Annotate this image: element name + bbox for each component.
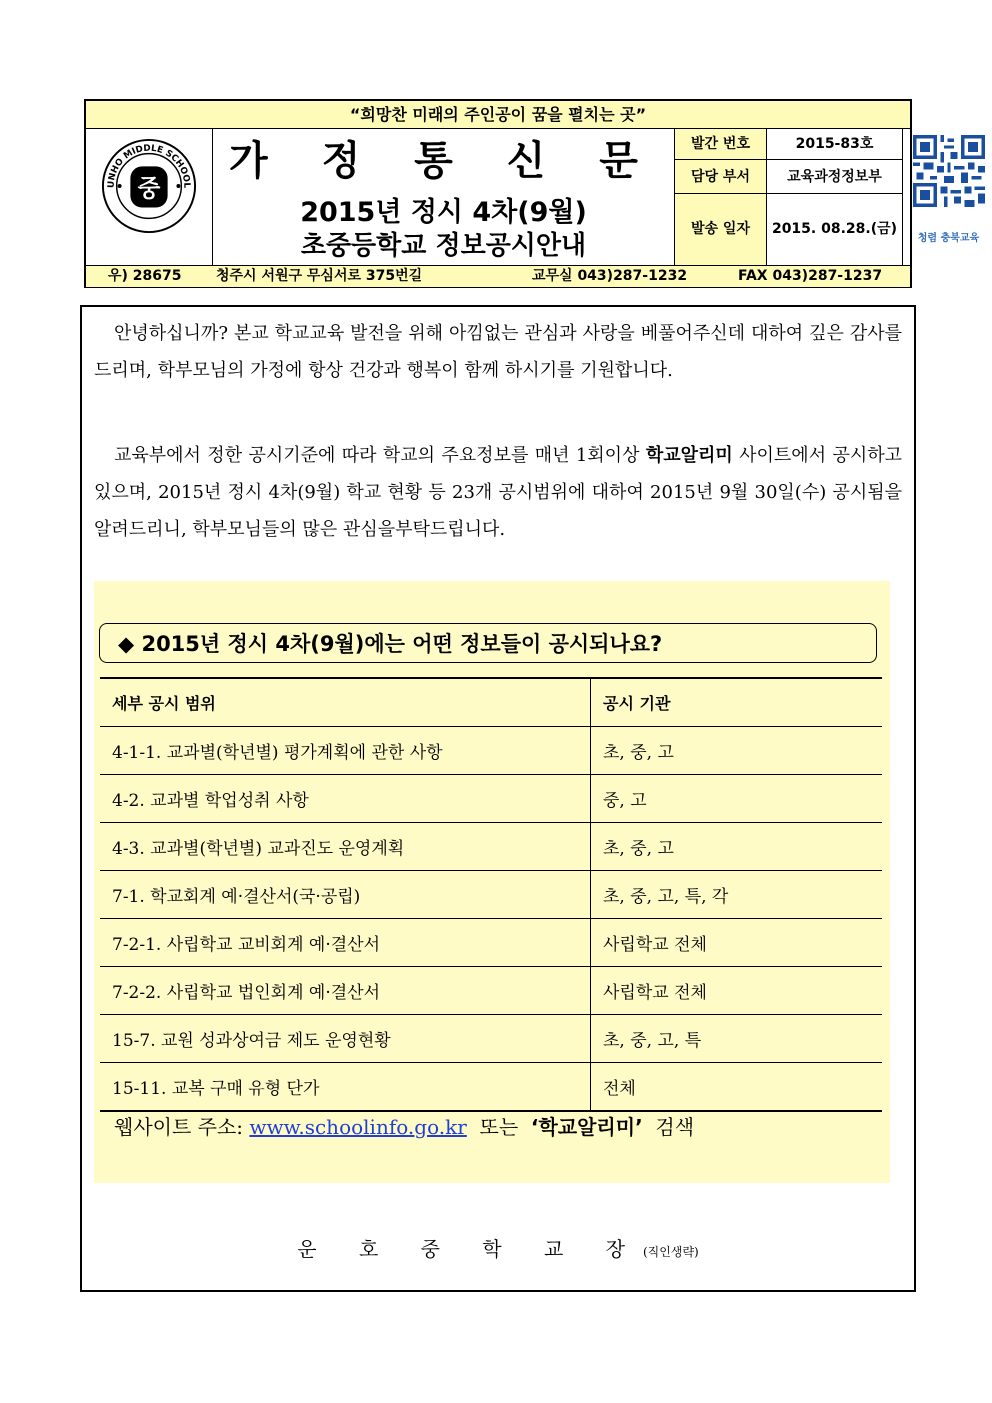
department-label: 담당 부서 xyxy=(675,160,767,194)
department-value: 교육과정정보부 xyxy=(767,160,903,194)
website-prefix: 웹사이트 주소: xyxy=(114,1115,250,1139)
notice-heading-text: ◆ 2015년 정시 4차(9월)에는 어떤 정보들이 공시되나요? xyxy=(118,632,663,656)
issue-number-value: 2015-83호 xyxy=(767,129,903,160)
table-row xyxy=(100,1015,882,1063)
title-cell xyxy=(213,129,675,265)
institution-cell: 사립학교 전체 xyxy=(591,919,883,967)
column-header-scope: 세부 공시 범위 xyxy=(100,678,591,727)
school-info-site-name: 학교알리미 xyxy=(645,445,733,466)
scope-cell: 15-7. 교원 성과상여금 제도 운영현황 xyxy=(100,1015,591,1063)
school-slogan: “희망찬 미래의 주인공이 꿈을 펼치는 곳” xyxy=(86,101,910,129)
institution-cell: 초, 중, 고 xyxy=(591,823,883,871)
table-row xyxy=(100,775,882,823)
contact-bar xyxy=(86,265,910,287)
website-suffix: 검색 xyxy=(642,1115,695,1139)
qr-cell xyxy=(903,129,992,265)
table-row xyxy=(100,727,882,775)
send-date-label: 발송 일자 xyxy=(675,194,767,265)
greeting-paragraph: 안녕하십니까? 본교 학교교육 발전을 위해 아낌없는 관심과 사랑을 베풀어주신데 대하여 깊은 감사를 드리며, 학부모님의 가정에 항상 건강과 행복이 함께 하시기를 기원합니다. xyxy=(94,323,902,381)
emblem-char: 중 xyxy=(137,173,161,202)
seal-omitted-note: (직인생략) xyxy=(642,1245,699,1259)
disclosure-table xyxy=(100,677,882,1112)
website-link[interactable]: www.schoolinfo.go.kr xyxy=(249,1115,467,1139)
school-emblem-icon xyxy=(100,137,198,235)
table-row xyxy=(100,967,882,1015)
institution-cell: 초, 중, 고 xyxy=(591,727,883,775)
logo-cell xyxy=(86,129,213,265)
postal-code: 우) 28675 xyxy=(108,268,182,284)
notice-text-end: 사이트에서 공시하고 있으며, 2015년 정시 4차(9월) 학교 현황 등 23개 공시범위에 대하여 2015년 9월 30일(수) 공시됨을 알려드리니, 학부모님들의 많은 관심을부탁드립니다. xyxy=(94,445,902,540)
qr-caption: 청렴 충북교육 xyxy=(917,233,980,244)
document-subtitle-2: 초중등학교 정보공시안내 xyxy=(300,231,587,261)
scope-cell: 4-3. 교과별(학년별) 교과진도 운영계획 xyxy=(100,823,591,871)
scope-cell: 7-1. 학교회계 예·결산서(국·공립) xyxy=(100,871,591,919)
scope-cell: 4-2. 교과별 학업성취 사항 xyxy=(100,775,591,823)
newsletter-header xyxy=(84,99,980,288)
website-line xyxy=(114,1111,874,1140)
document-subtitle: 2015년 정시 4차(9월) xyxy=(300,197,587,228)
institution-cell: 초, 중, 고, 특, 각 xyxy=(591,871,883,919)
table-row xyxy=(100,871,882,919)
notice-text-start: 교육부에서 정한 공시기준에 따라 학교의 주요정보를 매년 1회이상 xyxy=(114,445,646,466)
website-mid: 또는 xyxy=(466,1115,531,1139)
column-header-institution: 공시 기관 xyxy=(591,678,883,727)
signature-text: 운 호 중 학 교 장 xyxy=(297,1237,643,1261)
institution-cell: 전체 xyxy=(591,1063,883,1112)
fax-number: FAX 043)287-1237 xyxy=(738,268,883,284)
scope-cell: 15-11. 교복 구매 유형 단가 xyxy=(100,1063,591,1112)
disclosure-notice-box xyxy=(94,581,890,1183)
notice-paragraph xyxy=(94,437,902,548)
table-row xyxy=(100,919,882,967)
address: 청주시 서원구 무심서로 375번길 xyxy=(216,268,423,284)
institution-cell: 초, 중, 고, 특 xyxy=(591,1015,883,1063)
letter-body xyxy=(80,305,916,1292)
scope-cell: 7-2-2. 사립학교 법인회계 예·결산서 xyxy=(100,967,591,1015)
table-header-row xyxy=(100,678,882,727)
issue-number-label: 발간 번호 xyxy=(675,129,767,160)
search-keyword: ‘학교알리미’ xyxy=(530,1115,643,1139)
office-phone: 교무실 043)287-1232 xyxy=(532,268,688,284)
principal-signature xyxy=(82,1233,914,1262)
document-title: 가 정 통 신 문 xyxy=(229,138,658,184)
qr-code-icon xyxy=(913,135,985,207)
table-row xyxy=(100,1063,882,1112)
notice-heading xyxy=(99,623,877,663)
table-row xyxy=(100,823,882,871)
institution-cell: 사립학교 전체 xyxy=(591,967,883,1015)
scope-cell: 7-2-1. 사립학교 교비회계 예·결산서 xyxy=(100,919,591,967)
institution-cell: 중, 고 xyxy=(591,775,883,823)
scope-cell: 4-1-1. 교과별(학년별) 평가계획에 관한 사항 xyxy=(100,727,591,775)
emblem-text: UNHO MIDDLE SCHOOL xyxy=(106,143,192,189)
send-date-value: 2015. 08.28.(금) xyxy=(767,194,903,265)
